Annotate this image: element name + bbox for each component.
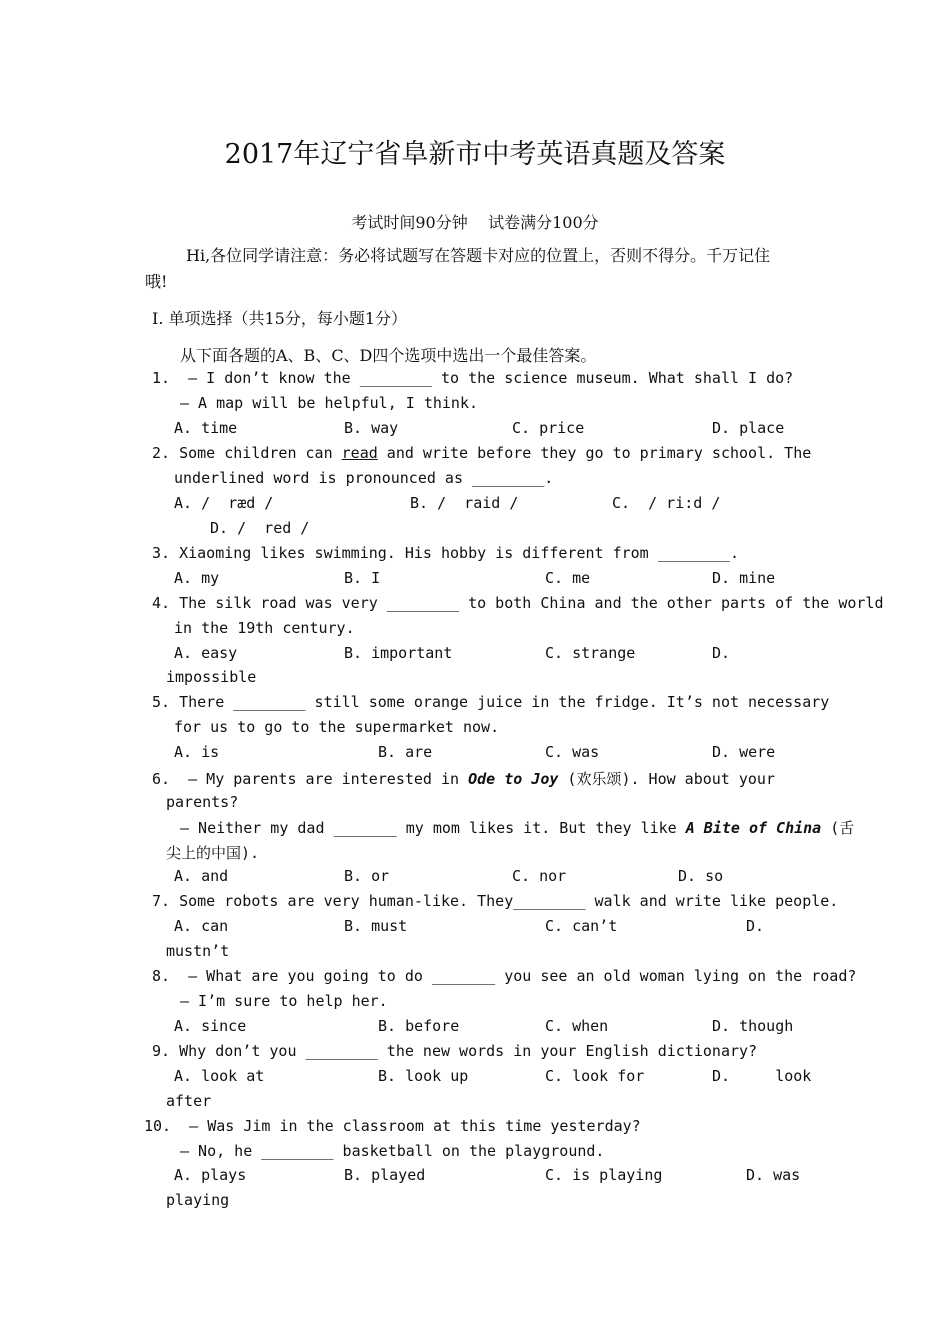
question-stem-cont: for us to go to the supermarket now.	[174, 718, 500, 736]
underlined-word: read	[341, 444, 378, 462]
option-b: B. / raid /	[410, 494, 519, 512]
option-d: D.	[746, 917, 765, 935]
option-a: A. plays	[174, 1166, 247, 1184]
option-a: A. and	[174, 867, 229, 885]
option-d: D. / red /	[210, 519, 310, 537]
option-c: C. look for	[545, 1067, 645, 1085]
question-stem-cont: underlined word is pronounced as ________.	[174, 469, 554, 487]
option-a: A. since	[174, 1017, 247, 1035]
option-d: D. place	[712, 419, 785, 437]
stem-text: 2. Some children can	[152, 444, 342, 462]
option-b: B. must	[344, 917, 408, 935]
option-d-text: impossible	[166, 668, 257, 686]
option-b: B. I	[344, 569, 381, 587]
question-dialogue-cont: 尖上的中国).	[166, 844, 260, 862]
option-b: B. important	[344, 644, 453, 662]
option-b: B. or	[344, 867, 390, 885]
option-d-text: mustn’t	[166, 942, 230, 960]
option-c: C. was	[545, 743, 600, 761]
option-a: A. easy	[174, 644, 238, 662]
notice-line-1: Hi,各位同学请注意：务必将试题写在答题卡对应的位置上，否则不得分。千万记住	[186, 246, 771, 265]
option-b: B. are	[378, 743, 433, 761]
instructions: 从下面各题的A、B、C、D四个选项中选出一个最佳答案。	[180, 346, 597, 365]
option-a: A. can	[174, 917, 229, 935]
question-stem: 1. – I don’t know the ________ to the science museum. What shall I do?	[152, 369, 794, 387]
dialogue-text: – Neither my dad _______ my mom likes it. But they like	[180, 819, 686, 837]
stem-text: 6. – My parents are interested in	[152, 770, 469, 788]
question-stem: 10. – Was Jim in the classroom at this time yesterday?	[144, 1117, 641, 1135]
exam-info: 考试时间90分钟 试卷满分100分	[351, 213, 599, 232]
question-stem	[152, 444, 811, 462]
show-title: A Bite of China	[685, 819, 822, 837]
question-dialogue: – I’m sure to help her.	[180, 992, 388, 1010]
page-title: 2017年辽宁省阜新市中考英语真题及答案	[224, 139, 726, 170]
question-dialogue: – A map will be helpful, I think.	[180, 394, 479, 412]
notice-line-2: 哦!	[145, 272, 168, 291]
question-stem: 9. Why don’t you ________ the new words in your English dictionary?	[152, 1042, 758, 1060]
option-c: C. / ri:d /	[612, 494, 721, 512]
question-stem: 4. The silk road was very ________ to both China and the other parts of the world	[152, 594, 884, 612]
stem-text: (欢乐颂). How about your	[558, 770, 775, 788]
question-dialogue: – No, he ________ basketball on the playground.	[180, 1142, 605, 1160]
option-b: B. look up	[378, 1067, 469, 1085]
option-d: D. mine	[712, 569, 776, 587]
option-d: D. were	[712, 743, 776, 761]
question-stem: 7. Some robots are very human-like. They________ walk and write like people.	[152, 892, 839, 910]
option-d: D. look	[712, 1067, 812, 1085]
option-a: A. time	[174, 419, 238, 437]
option-d-text: playing	[166, 1191, 230, 1209]
option-d-text: after	[166, 1092, 212, 1110]
option-d: D.	[712, 644, 731, 662]
option-d: D. so	[678, 867, 724, 885]
question-stem-cont: in the 19th century.	[174, 619, 355, 637]
option-d: D. was	[746, 1166, 801, 1184]
option-a: A. is	[174, 743, 220, 761]
option-c: C. me	[545, 569, 591, 587]
option-c: C. can’t	[545, 917, 618, 935]
option-d: D. though	[712, 1017, 794, 1035]
section-heading: Ⅰ. 单项选择（共15分，每小题1分）	[152, 309, 408, 328]
question-stem-cont: parents?	[166, 793, 239, 811]
song-title: Ode to Joy	[468, 770, 559, 788]
option-c: C. is playing	[545, 1166, 663, 1184]
option-c: C. strange	[545, 644, 636, 662]
question-stem: 3. Xiaoming likes swimming. His hobby is different from ________.	[152, 544, 739, 562]
option-a: A. my	[174, 569, 220, 587]
stem-text: and write before they go to primary school. The	[377, 444, 812, 462]
question-stem: 8. – What are you going to do _______ you see an old woman lying on the road?	[152, 967, 857, 985]
dialogue-text: (舌	[821, 819, 855, 837]
option-c: C. when	[545, 1017, 609, 1035]
option-b: B. played	[344, 1166, 426, 1184]
option-a: A. / ræd /	[174, 494, 274, 512]
option-b: B. way	[344, 419, 399, 437]
option-b: B. before	[378, 1017, 460, 1035]
question-stem	[152, 768, 775, 789]
question-stem: 5. There ________ still some orange juice in the fridge. It’s not necessary	[152, 693, 830, 711]
question-dialogue	[180, 817, 854, 838]
option-c: C. price	[512, 419, 585, 437]
option-c: C. nor	[512, 867, 567, 885]
option-a: A. look at	[174, 1067, 265, 1085]
